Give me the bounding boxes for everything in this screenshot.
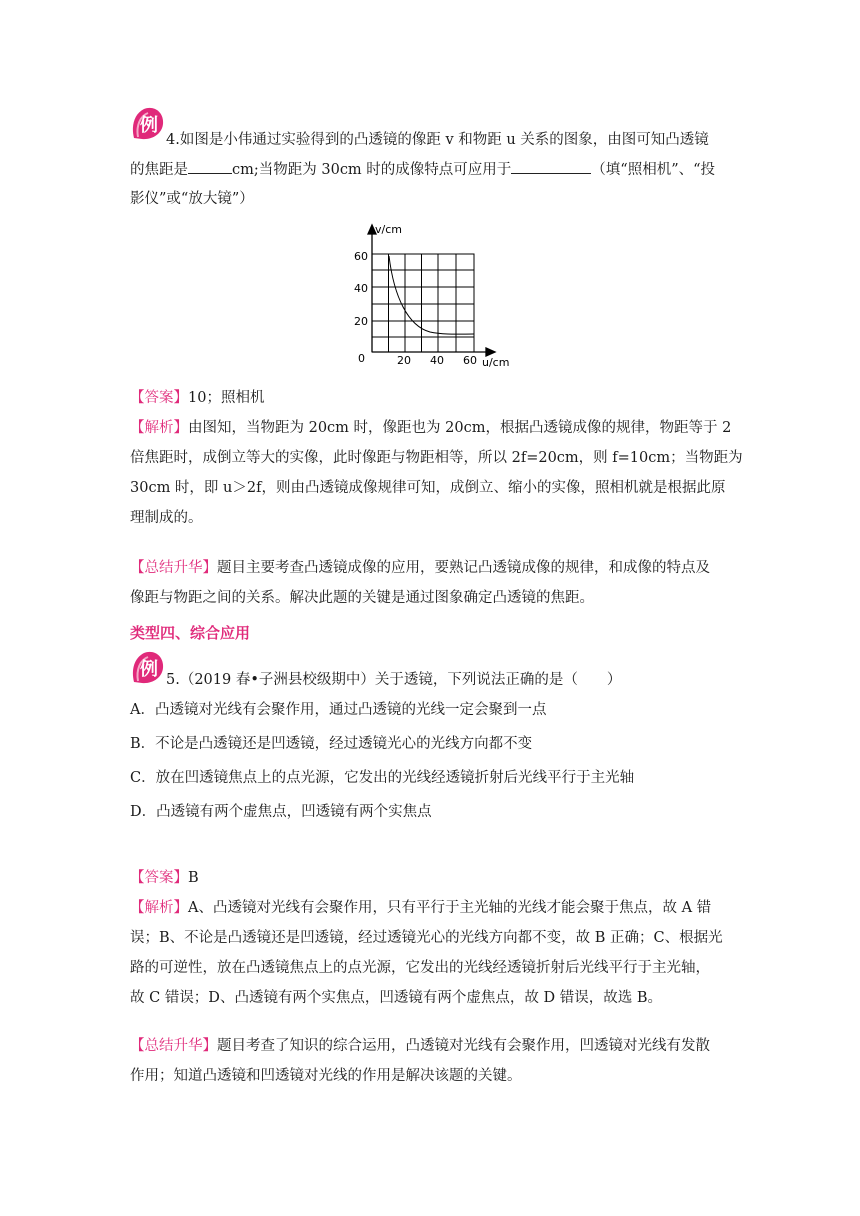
answer-text: 10；照相机 — [188, 390, 265, 406]
q5-option: A．凸透镜对光线有会聚作用，通过凸透镜的光线一定会聚到一点 — [130, 702, 547, 718]
q4-analysis-line: 理制成的。 — [130, 510, 203, 526]
x-tick-label: 60 — [463, 354, 477, 367]
y-tick-label: 40 — [354, 282, 368, 295]
q4-line3: 影仪”或“放大镜”） — [130, 191, 254, 207]
analysis-tag: 【解析】 — [130, 900, 188, 916]
q4-line2-a: 的焦距是 — [130, 162, 188, 178]
summary-text: 题目主要考查凸透镜成像的应用，要熟记凸透镜成像的规律，和成像的特点及 — [217, 560, 710, 576]
q5-stem: 5.（2019 春•子洲县校级期中）关于透镜，下列说法正确的是（ ） — [166, 672, 622, 688]
y-tick-label: 60 — [354, 250, 368, 263]
x-tick-label: 40 — [430, 354, 444, 367]
q4-answer — [130, 388, 264, 408]
q5-analysis-line — [130, 898, 711, 918]
example-badge-icon — [128, 104, 168, 144]
q4-analysis-line: 倍焦距时，成倒立等大的实像，此时像距与物距相等，所以 2f=20cm，则 f=10cm；当物距为 — [130, 450, 743, 466]
q4-line2 — [130, 159, 715, 180]
q5-summary-line — [130, 1036, 710, 1056]
v-u-graph — [352, 222, 517, 370]
q5-summary-line: 作用；知道凸透镜和凹透镜对光线的作用是解决该题的关键。 — [130, 1068, 522, 1084]
section-heading: 类型四、综合应用 — [130, 624, 251, 642]
q5-analysis-line: 路的可逆性，放在凸透镜焦点上的点光源，它发出的光线经透镜折射后光线平行于主光轴， — [130, 960, 710, 976]
analysis-tag: 【解析】 — [130, 420, 188, 436]
summary-text: 题目考查了知识的综合运用，凸透镜对光线有会聚作用，凹透镜对光线有发散 — [217, 1038, 710, 1054]
answer-text: B — [188, 870, 199, 886]
summary-tag: 【总结升华】 — [130, 560, 217, 576]
x-tick-label: 20 — [397, 354, 411, 367]
q5-answer — [130, 868, 199, 888]
q5-option: C．放在凹透镜焦点上的点光源，它发出的光线经透镜折射后光线平行于主光轴 — [130, 770, 635, 786]
q4-line1: 4.如图是小伟通过实验得到的凸透镜的像距 v 和物距 u 关系的图象，由图可知凸透镜 — [166, 132, 709, 148]
answer-tag: 【答案】 — [130, 870, 188, 886]
x-axis-label: u/cm — [482, 356, 510, 369]
analysis-text: A、凸透镜对光线有会聚作用，只有平行于主光轴的光线才能会聚于焦点，故 A 错 — [188, 900, 712, 916]
analysis-text: 由图知，当物距为 20cm 时，像距也为 20cm，根据凸透镜成像的规律，物距等于 2 — [188, 420, 732, 436]
badge-char: 例 — [140, 659, 158, 680]
q4-summary-line: 像距与物距之间的关系。解决此题的关键是通过图象确定凸透镜的焦距。 — [130, 590, 594, 606]
q4-summary-line — [130, 558, 710, 578]
answer-blank-2 — [511, 159, 591, 174]
y-tick-label: 20 — [354, 315, 368, 328]
graph-grid — [372, 254, 474, 352]
y-axis-label: v/cm — [375, 223, 402, 236]
q4-analysis-line — [130, 418, 731, 438]
q5-option: D．凸透镜有两个虚焦点，凹透镜有两个实焦点 — [130, 804, 432, 820]
y-tick-label: 0 — [358, 352, 365, 365]
q4-analysis-line: 30cm 时，即 u＞2f，则由凸透镜成像规律可知，成倒立、缩小的实像，照相机就是根据此原 — [130, 480, 726, 496]
q5-option: B．不论是凸透镜还是凹透镜，经过透镜光心的光线方向都不变 — [130, 736, 533, 752]
answer-blank-1 — [188, 159, 232, 174]
badge-char: 例 — [140, 115, 158, 136]
q5-analysis-line: 故 C 错误；D、凸透镜有两个实焦点，凹透镜有两个虚焦点，故 D 错误，故选 B。 — [130, 990, 663, 1006]
answer-tag: 【答案】 — [130, 390, 188, 406]
q5-analysis-line: 误；B、不论是凸透镜还是凹透镜，经过透镜光心的光线方向都不变，故 B 正确；C、根据光 — [130, 930, 723, 946]
q4-line2-c: （填“照相机”、“投 — [591, 162, 716, 178]
graph-curve — [389, 256, 474, 334]
q4-line2-b: cm;当物距为 30cm 时的成像特点可应用于 — [232, 162, 512, 178]
graph-axes — [368, 225, 495, 356]
example-badge-icon — [128, 648, 168, 688]
summary-tag: 【总结升华】 — [130, 1038, 217, 1054]
